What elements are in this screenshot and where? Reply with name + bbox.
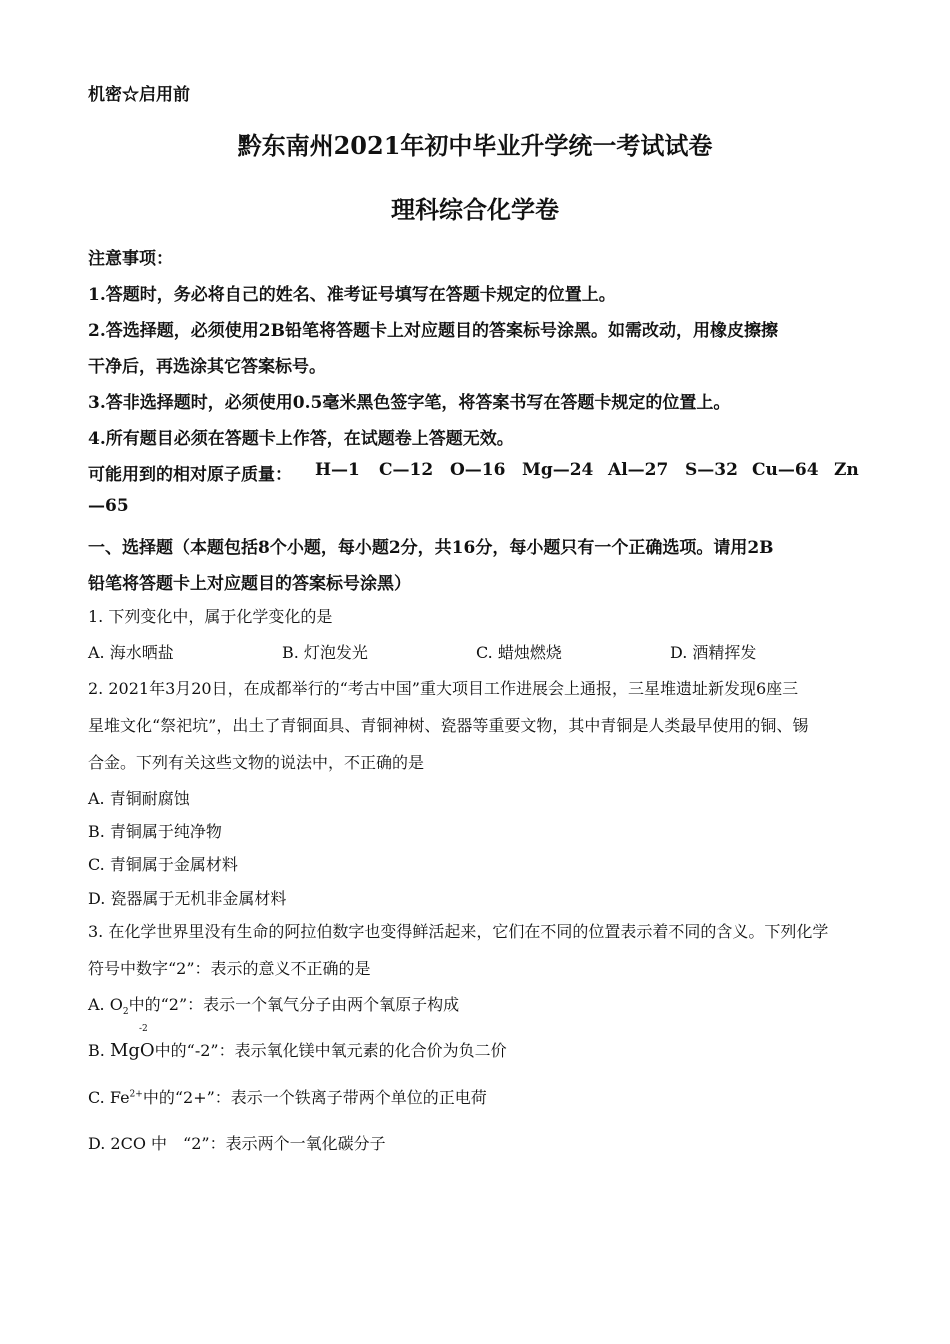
question-2-stem-line-1: 2. 2021年3月20日，在成都举行的“考古中国”重大项目工作进展会上通报，三星堆遗址新发现6座三 (88, 679, 799, 698)
question-3-stem-line-1: 3. 在化学世界里没有生命的阿拉伯数字也变得鲜活起来，它们在不同的位置表示着不同的含义。下列化学 (88, 922, 829, 941)
mgo-formula (109, 1024, 155, 1061)
atomic-mass-s: S—32 (685, 460, 738, 480)
question-3-stem-line-2: 符号中数字“2”：表示的意义不正确的是 (88, 959, 371, 978)
question-2-option-d: D. 瓷器属于无机非金属材料 (88, 889, 287, 908)
question-2-stem-line-3: 合金。下列有关这些文物的说法中，不正确的是 (88, 753, 425, 772)
question-1-option-b: B. 灯泡发光 (282, 643, 368, 662)
question-1-option-d: D. 酒精挥发 (670, 643, 757, 662)
option-c-superscript: 2+ (129, 1089, 143, 1100)
option-a-prefix: A. O (88, 995, 123, 1014)
note-3: 3.答非选择题时，必须使用0.5毫米黑色签字笔，将答案书写在答题卡规定的位置上。 (88, 393, 731, 413)
question-3-option-b (88, 1024, 507, 1061)
confidential-mark: 机密☆启用前 (88, 85, 190, 105)
valence-mark: -2 (138, 1024, 148, 1034)
question-1-stem: 1. 下列变化中，属于化学变化的是 (88, 607, 333, 626)
question-2-option-b: B. 青铜属于纯净物 (88, 822, 222, 841)
note-1: 1.答题时，务必将自己的姓名、准考证号填写在答题卡规定的位置上。 (88, 285, 616, 305)
note-4: 4.所有题目必须在答题卡上作答，在试题卷上答题无效。 (88, 429, 514, 449)
note-2-line-2: 干净后，再选涂其它答案标号。 (88, 357, 326, 377)
atomic-mass-zn-value: —65 (88, 496, 129, 516)
question-3-option-d: D. 2CO 中 “2”：表示两个一氧化碳分子 (88, 1134, 386, 1153)
option-a-text: 中的“2”：表示一个氧气分子由两个氧原子构成 (128, 995, 460, 1014)
notes-heading: 注意事项： (88, 249, 173, 269)
option-b-text: 中的“-2”：表示氧化镁中氧元素的化合价为负二价 (154, 1041, 507, 1060)
option-c-text: 中的“2+”：表示一个铁离子带两个单位的正电荷 (142, 1088, 487, 1107)
atomic-mass-zn: Zn (834, 460, 859, 480)
question-3-option-a (88, 992, 459, 1017)
question-3-option-c (88, 1085, 487, 1108)
atomic-mass-label: 可能用到的相对原子质量： (88, 465, 292, 485)
atomic-mass-h: H—1 (315, 460, 360, 480)
question-1-option-a: A. 海水晒盐 (88, 643, 174, 662)
atomic-mass-mg: Mg—24 (522, 460, 594, 480)
atomic-mass-cu: Cu—64 (752, 460, 819, 480)
exam-title: 黔东南州2021年初中毕业升学统一考试试卷 (237, 131, 713, 160)
question-2-option-a: A. 青铜耐腐蚀 (88, 789, 190, 808)
question-2-option-c: C. 青铜属于金属材料 (88, 855, 238, 874)
atomic-mass-o: O—16 (450, 460, 506, 480)
question-1-option-c: C. 蜡烛燃烧 (476, 643, 562, 662)
option-c-prefix: C. Fe (88, 1088, 130, 1107)
exam-subtitle: 理科综合化学卷 (391, 195, 559, 224)
note-2-line-1: 2.答选择题，必须使用2B铅笔将答题卡上对应题目的答案标号涂黑。如需改动，用橡皮擦擦 (88, 321, 778, 341)
atomic-mass-c: C—12 (379, 460, 434, 480)
section-1-heading-cont: 铅笔将答题卡上对应题目的答案标号涂黑） (88, 574, 411, 594)
option-b-prefix: B. (88, 1041, 110, 1060)
option-a-subscript: 2 (122, 1007, 129, 1018)
section-1-heading: 一、选择题（本题包括8个小题，每小题2分，共16分，每小题只有一个正确选项。请用2B (88, 538, 774, 558)
question-2-stem-line-2: 星堆文化“祭祀坑”，出土了青铜面具、青铜神树、瓷器等重要文物，其中青铜是人类最早使用的铜、锡 (88, 716, 809, 735)
mgo-text: MgO (109, 1040, 155, 1061)
atomic-mass-al: Al—27 (608, 460, 669, 480)
